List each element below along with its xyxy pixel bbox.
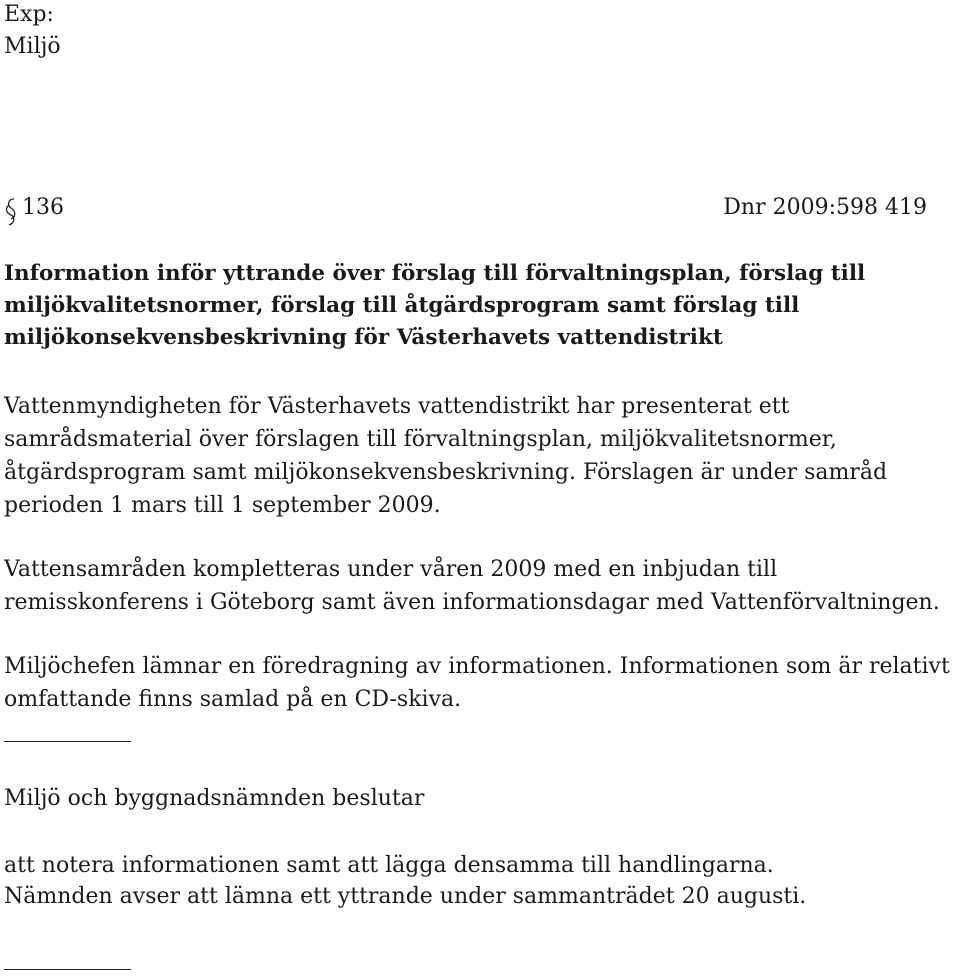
paragraph-3-line-2: omfattande finns samlad på en CD-skiva. <box>4 687 462 712</box>
paragraph-1 <box>4 390 887 522</box>
paragraph-3-line-1: Miljöchefen lämnar en föredragning av informationen. Informationen som är relativt <box>4 654 950 679</box>
heading-line-2: miljökvalitetsnormer, förslag till åtgärdsprogram samt förslag till <box>4 293 800 318</box>
bottom-rule <box>4 969 131 970</box>
paragraph-2-line-1: Vattensamråden kompletteras under våren 2009 med en inbjudan till <box>4 557 778 582</box>
divider-rule <box>4 741 131 742</box>
heading-line-3: miljökonsekvensbeskrivning för Västerhavets vattendistrikt <box>4 325 723 350</box>
section-number: 136 <box>22 195 64 220</box>
paragraph-1-line-2: samrådsmaterial över förslagen till förvaltningsplan, miljökvalitetsnormer, <box>4 427 837 452</box>
decision-line-2: Nämnden avser att lämna ett yttrande under sammanträdet 20 augusti. <box>4 884 807 909</box>
recipient: Miljö <box>4 34 61 59</box>
paragraph-1-line-4: perioden 1 mars till 1 september 2009. <box>4 493 441 518</box>
paragraph-1-line-1: Vattenmyndigheten för Västerhavets vattendistrikt har presenterat ett <box>4 394 790 419</box>
case-number: Dnr 2009:598 419 <box>723 195 927 220</box>
exp-label: Exp: <box>4 2 54 27</box>
paragraph-3 <box>4 650 950 716</box>
heading-line-1: Information inför yttrande över förslag till förvaltningsplan, förslag till <box>4 261 866 286</box>
paragraph-2-line-2: remisskonferens i Göteborg samt även informationsdagar med Vattenförvaltningen. <box>4 590 940 615</box>
paragraph-2 <box>4 553 940 619</box>
paragraph-1-line-3: åtgärdsprogram samt miljökonsekvensbeskrivning. Förslagen är under samråd <box>4 460 888 485</box>
decision-line-1: att notera informationen samt att lägga densamma till handlingarna. <box>4 853 774 878</box>
decision-heading: Miljö och byggnadsnämnden beslutar <box>4 786 425 811</box>
section-sign-icon <box>3 196 19 228</box>
